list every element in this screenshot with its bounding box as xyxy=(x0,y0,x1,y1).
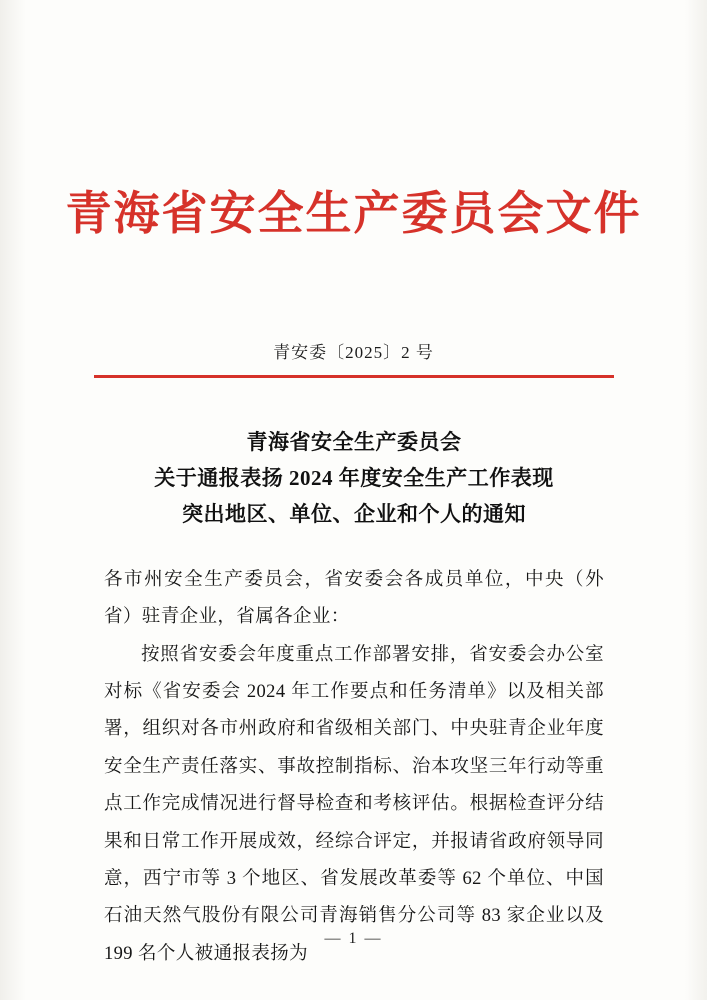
red-divider-rule xyxy=(94,375,614,378)
title-line-3: 突出地区、单位、企业和个人的通知 xyxy=(182,502,526,527)
title-line-2: 关于通报表扬 2024 年度安全生产工作表现 xyxy=(154,466,554,491)
document-number: 青安委〔2025〕2 号 xyxy=(273,343,434,362)
document-masthead: 青海省安全生产委员会文件 xyxy=(65,186,642,240)
document-body xyxy=(104,562,604,973)
page-number: — 1 — xyxy=(324,930,383,947)
document-title xyxy=(96,424,612,532)
body-paragraph-1: 按照省安委会年度重点工作部署安排，省安委会办公室对标《省安委会 2024 年工作要点和任务清单》以及相关部署，组织对各市州政府和省级相关部门、中央驻青企业年度安全生产责任落实、事故控制指标、治本攻坚三年行动等重点工作完成情况进行督导检查和考核评估。根据检查评分结果和日常工作开展成效，经综合评定，并报请省政府领导同意，西宁市等 3 个地区、省发展改革委等 62 个单位、中国石油天然气股份有限公司青海销售分公司等 83 家企业以及 199 名个人被通报表扬为 xyxy=(104,644,604,964)
salutation: 各市州安全生产委员会，省安委会各成员单位，中央（外省）驻青企业，省属各企业： xyxy=(104,570,604,628)
title-line-1: 青海省安全生产委员会 xyxy=(246,430,462,454)
